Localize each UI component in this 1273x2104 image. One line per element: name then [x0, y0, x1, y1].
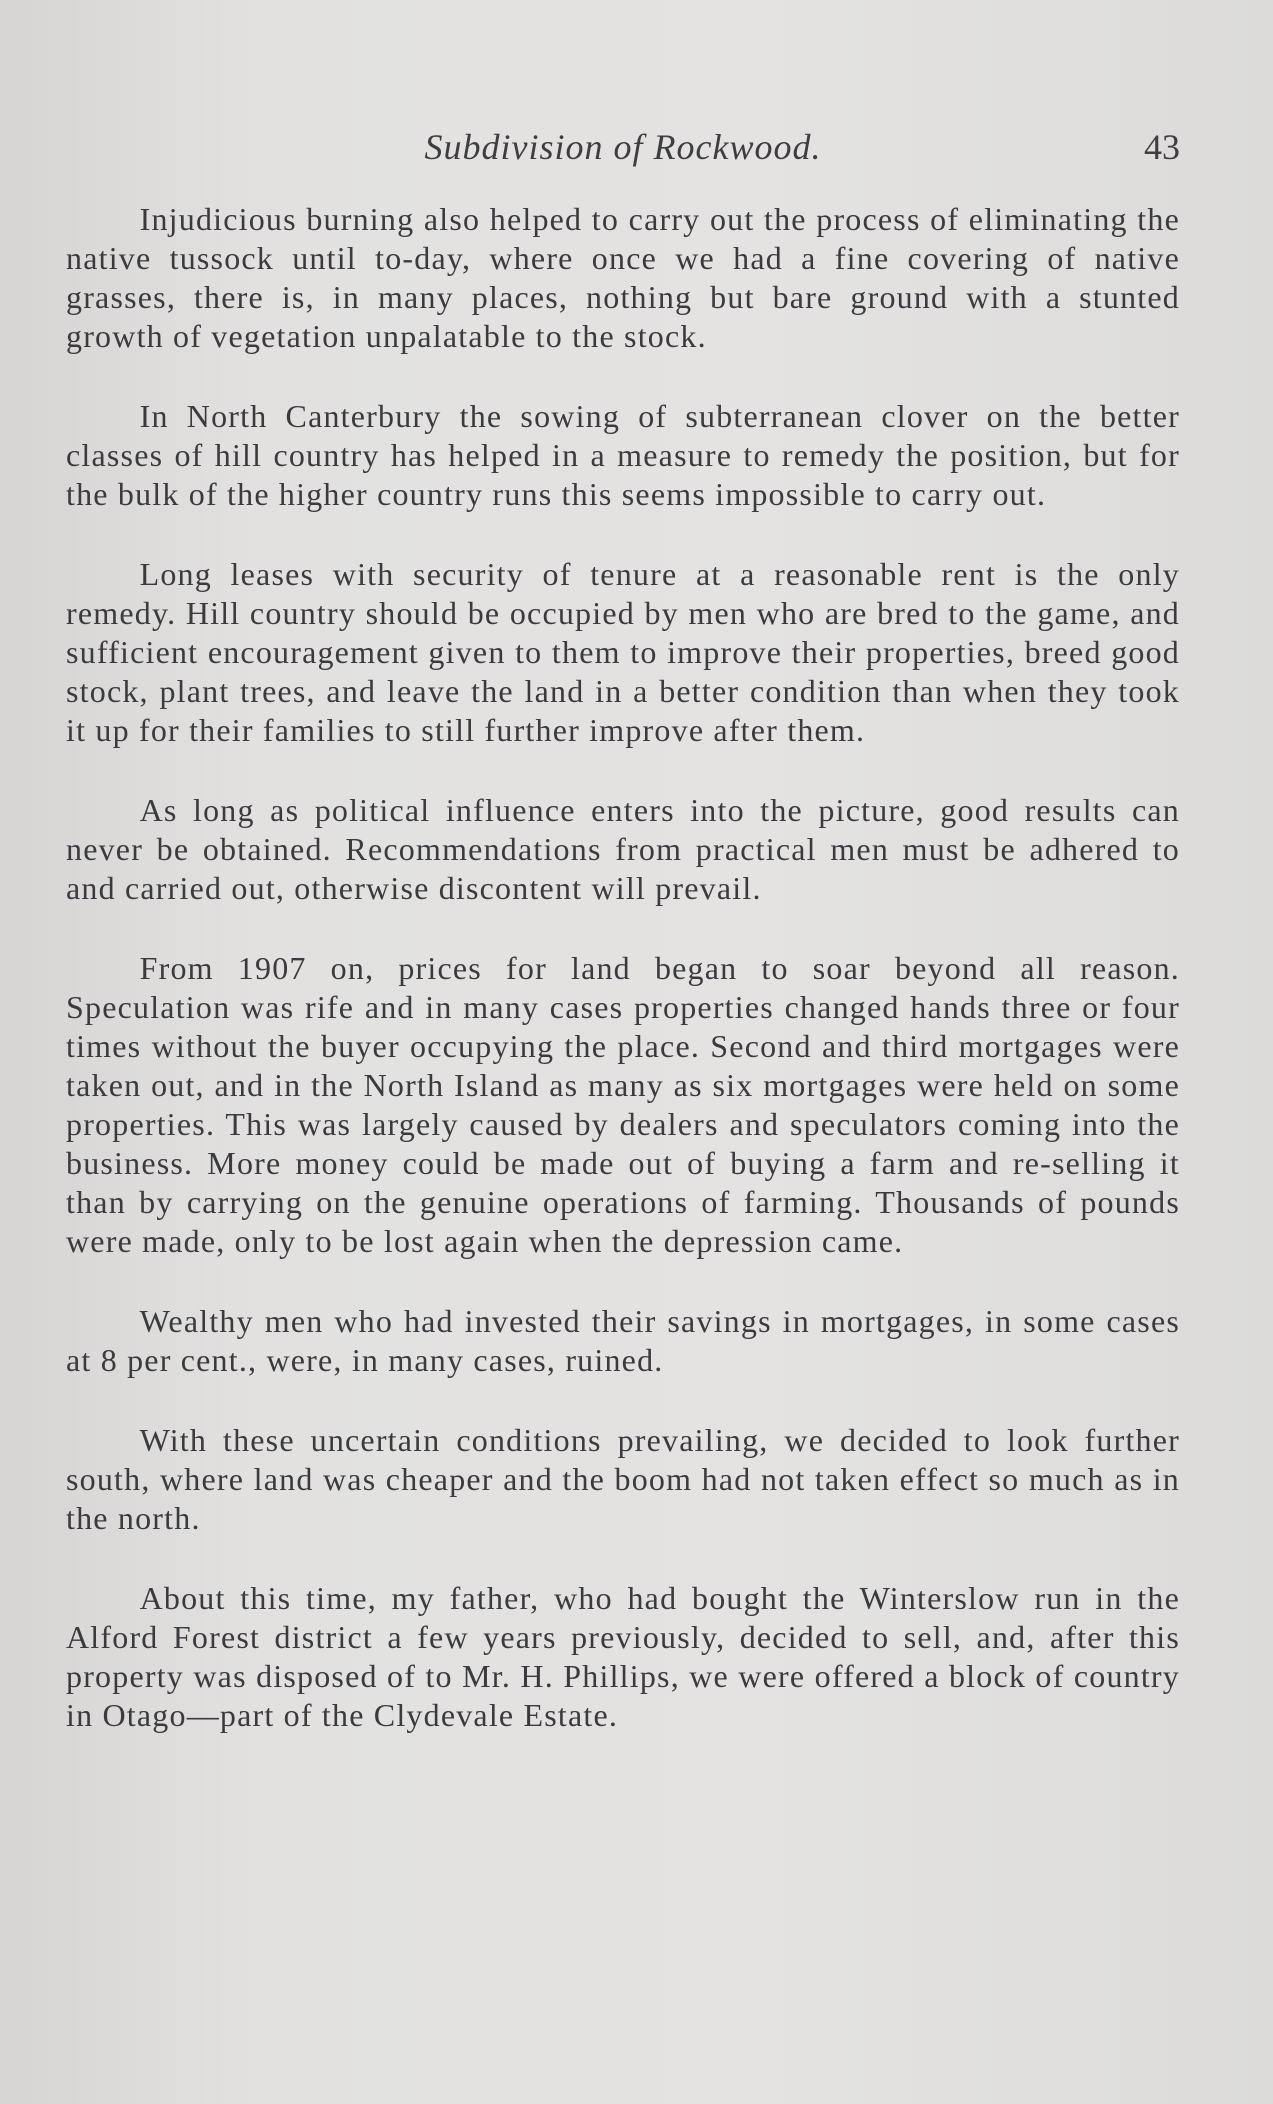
page-number: 43: [1144, 127, 1180, 167]
running-title: Subdivision of Rockwood.: [424, 127, 822, 167]
paragraph-long-leases: Long leases with security of tenure at a reasonable rent is the only remedy. Hill country should be occupied by men who are bred to the game, and sufficient encouragement given to them to improve their properties, breed good stock, plant trees, and leave the land in a better condition than when they took it up for their families to still further improve after them.: [66, 556, 1180, 748]
paragraph-mortgages: Wealthy men who had invested their savings in mortgages, in some cases at 8 per cent., were, in many cases, ruined.: [66, 1303, 1180, 1378]
paragraph-burning: Injudicious burning also helped to carry out the process of eliminating the native tussock until to-day, where once we had a fine covering of native grasses, there is, in many places, nothing but bare ground with a stunted growth of vegetation unpalatable to the stock.: [66, 201, 1180, 354]
paragraph-land-prices: From 1907 on, prices for land began to soar beyond all reason. Speculation was rife and in many cases properties changed hands three or four times without the buyer occupying the place. Second and third mortgages were taken out, and in the North Island as many as six mortgages were held on some properties. This was largely caused by dealers and speculators coming into the business. More money could be made out of buying a farm and re-selling it than by carrying on the genuine operations of farming. Thousands of pounds were made, only to be lost again when the depression came.: [66, 950, 1180, 1259]
paragraph-subterranean-clover: In North Canterbury the sowing of subterranean clover on the better classes of hill country has helped in a measure to remedy the position, but for the bulk of the higher country runs this seems impossible to carry out.: [66, 398, 1180, 512]
paragraph-look-south: With these uncertain conditions prevailing, we decided to look further south, where land was cheaper and the boom had not taken effect so much as in the north.: [66, 1422, 1180, 1536]
paragraph-clydevale-estate: About this time, my father, who had bought the Winterslow run in the Alford Forest district a few years previously, decided to sell, and, after this property was disposed of to Mr. H. Phillips, we were offered a block of country in Otago—part of the Clydevale Estate.: [66, 1580, 1180, 1733]
body-text: [66, 200, 1180, 1776]
running-header: [66, 126, 1180, 170]
paragraph-political-influence: As long as political influence enters into the picture, good results can never be obtained. Recommendations from practical men must be adhered to and carried out, otherwise discontent will prevail.: [66, 792, 1180, 906]
